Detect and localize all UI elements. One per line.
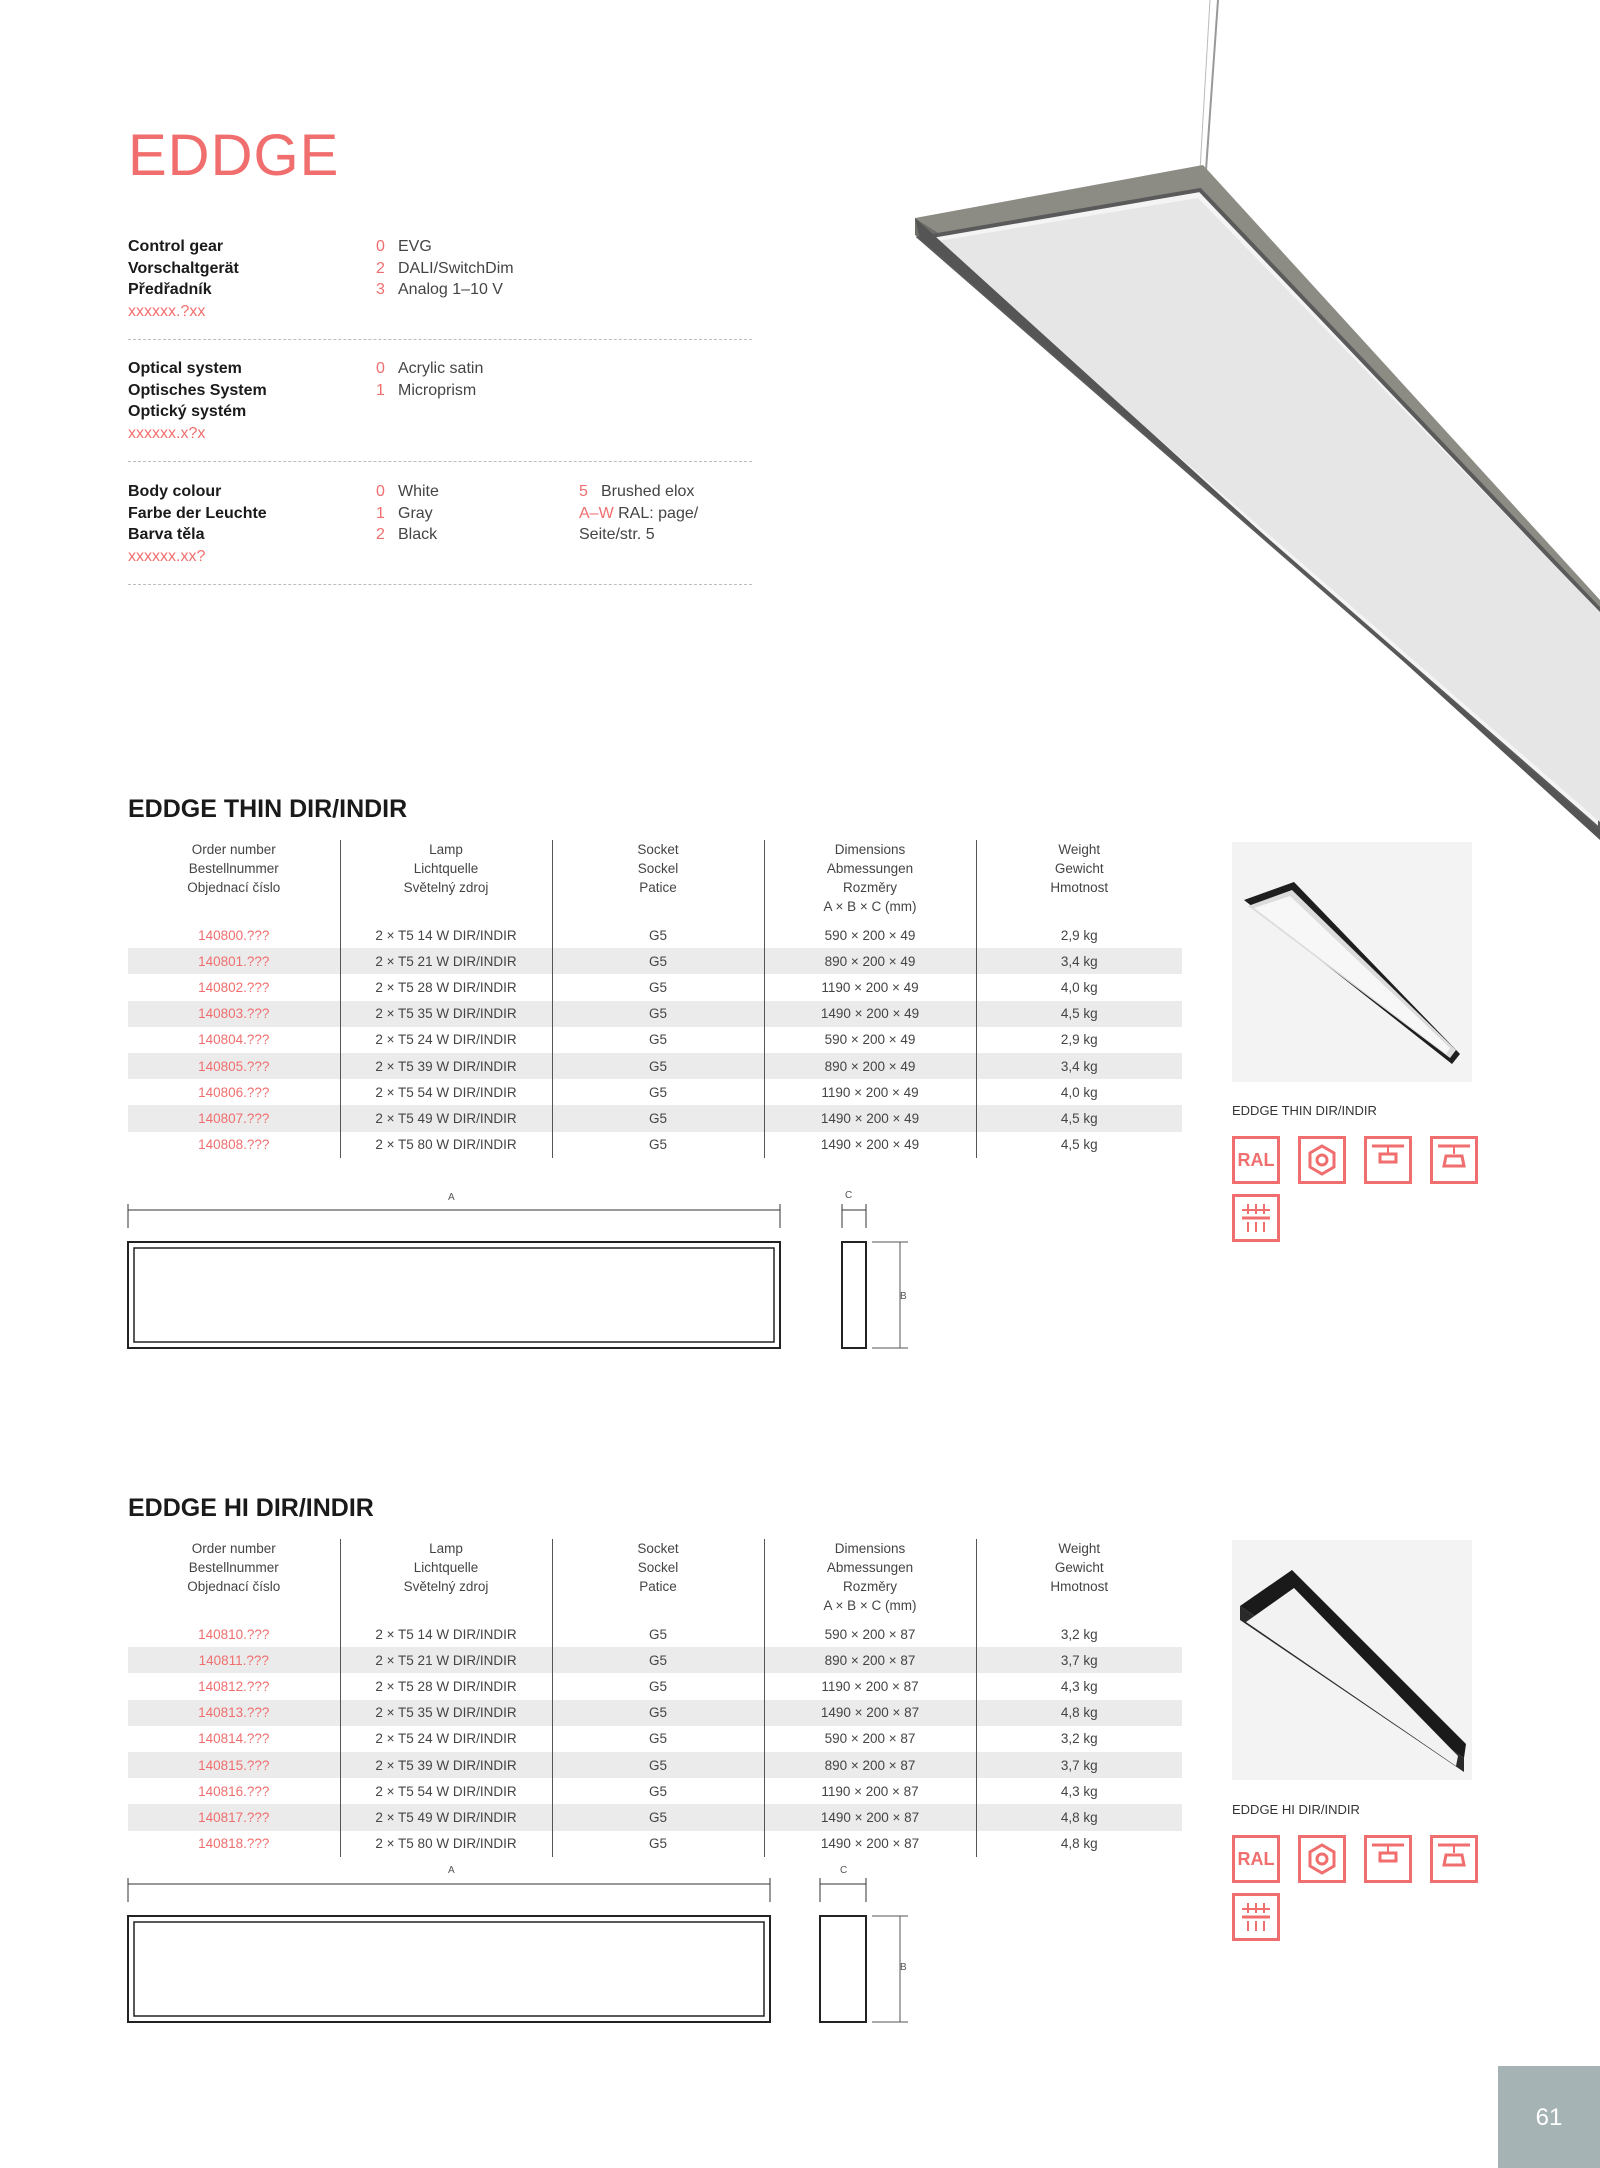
- option-control-gear: [128, 236, 752, 340]
- dimensions-cell: 1190 × 200 × 87: [764, 1673, 976, 1699]
- order-number-cell: 140802.???: [198, 979, 270, 995]
- lamp-cell: 2 × T5 35 W DIR/INDIR: [340, 1700, 552, 1726]
- product-table-hi: [128, 1539, 1182, 1857]
- dimensions-cell: 1490 × 200 × 49: [764, 1132, 976, 1158]
- dim-label-c: C: [845, 1190, 853, 1201]
- lamp-cell: 2 × T5 49 W DIR/INDIR: [340, 1105, 552, 1131]
- table-row: [128, 1726, 1182, 1752]
- col-dimensions: Dimensions Abmessungen Rozměry A × B × C (mm): [764, 1539, 976, 1621]
- dimensions-cell: 890 × 200 × 49: [764, 948, 976, 974]
- weight-cell: 4,8 kg: [976, 1700, 1182, 1726]
- socket-cell: G5: [552, 922, 764, 948]
- table-row: [128, 1673, 1182, 1699]
- option-value: 1 Microprism: [376, 381, 477, 399]
- socket-cell: G5: [552, 1132, 764, 1158]
- order-number-cell: 140817.???: [128, 1804, 340, 1830]
- ral-icon: RAL: [1232, 1136, 1280, 1184]
- table-row: [128, 1647, 1182, 1673]
- dimensions-cell: 590 × 200 × 87: [764, 1621, 976, 1647]
- dimensions-cell: 1190 × 200 × 49: [764, 974, 976, 1000]
- socket-cell: G5: [552, 1105, 764, 1131]
- dimensions-cell: 890 × 200 × 87: [764, 1647, 976, 1673]
- weight-cell: 4,5 kg: [976, 1001, 1182, 1027]
- weight-cell: 3,7 kg: [976, 1752, 1182, 1778]
- table-row: [128, 1079, 1182, 1105]
- order-number-cell: 140810.???: [198, 1626, 270, 1642]
- weight-cell: 4,0 kg: [976, 1079, 1182, 1105]
- dimensions-cell: 890 × 200 × 49: [764, 1053, 976, 1079]
- dimensions-cell: 590 × 200 × 49: [764, 922, 976, 948]
- order-number-cell: 140800.???: [198, 927, 270, 943]
- dimension-drawing-hi: [124, 1870, 924, 2030]
- weight-cell: 3,7 kg: [976, 1647, 1182, 1673]
- ral-icon: RAL: [1232, 1835, 1280, 1883]
- section-title-thin: EDDGE THIN DIR/INDIR: [128, 795, 408, 823]
- option-label: Body colour: [128, 483, 222, 500]
- lamp-cell: 2 × T5 24 W DIR/INDIR: [340, 1027, 552, 1053]
- col-socket: Socket Sockel Patice: [552, 1539, 764, 1621]
- option-label: Optický systém: [128, 403, 247, 420]
- option-label: Vorschaltgerät: [128, 259, 239, 277]
- table-row: [128, 1105, 1182, 1131]
- weight-cell: 3,4 kg: [976, 948, 1182, 974]
- option-code: xxxxxx.xx?: [128, 547, 206, 565]
- pendant-direct-icon: [1364, 1835, 1412, 1883]
- option-code: xxxxxx.?xx: [128, 302, 206, 320]
- thumbnail-caption: EDDGE THIN DIR/INDIR: [1232, 1103, 1377, 1118]
- socket-cell: G5: [552, 1778, 764, 1804]
- order-number-cell: 140813.???: [128, 1700, 340, 1726]
- socket-cell: G5: [552, 1752, 764, 1778]
- nut-icon: [1298, 1136, 1346, 1184]
- lamp-cell: 2 × T5 80 W DIR/INDIR: [340, 1132, 552, 1158]
- col-lamp: Lamp Lichtquelle Světelný zdroj: [340, 1539, 552, 1621]
- weight-cell: 4,5 kg: [976, 1105, 1182, 1131]
- dimensions-cell: 1490 × 200 × 49: [764, 1105, 976, 1131]
- dim-label-b: B: [900, 1291, 907, 1302]
- lamp-cell: 2 × T5 54 W DIR/INDIR: [340, 1778, 552, 1804]
- nut-icon: [1298, 1835, 1346, 1883]
- dimensions-cell: 890 × 200 × 87: [764, 1752, 976, 1778]
- dim-label-a: A: [448, 1192, 455, 1203]
- option-label: Optical system: [128, 360, 242, 377]
- dimension-drawing-thin: [124, 1188, 924, 1358]
- dimensions-cell: 1190 × 200 × 87: [764, 1778, 976, 1804]
- option-optical-system: [128, 358, 752, 462]
- option-value: 0 EVG: [376, 238, 432, 255]
- weight-cell: 3,4 kg: [976, 1053, 1182, 1079]
- dimensions-cell: 590 × 200 × 87: [764, 1726, 976, 1752]
- socket-cell: G5: [552, 1726, 764, 1752]
- lamp-cell: 2 × T5 39 W DIR/INDIR: [340, 1752, 552, 1778]
- lamp-cell: 2 × T5 14 W DIR/INDIR: [340, 1621, 552, 1647]
- socket-cell: G5: [552, 1027, 764, 1053]
- weight-cell: 2,9 kg: [976, 1027, 1182, 1053]
- col-socket: Socket Sockel Patice: [552, 840, 764, 922]
- dimensions-cell: 1190 × 200 × 49: [764, 1079, 976, 1105]
- table-row: [128, 1001, 1182, 1027]
- luminaire-hero-image: [880, 0, 1600, 860]
- lamp-cell: 2 × T5 39 W DIR/INDIR: [340, 1053, 552, 1079]
- order-number-cell: 140811.???: [128, 1647, 340, 1673]
- product-family-title: EDDGE: [128, 123, 340, 188]
- table-row: [128, 1804, 1182, 1830]
- table-row: [128, 1132, 1182, 1158]
- weight-cell: 4,5 kg: [976, 1132, 1182, 1158]
- product-thumbnail-hi: [1232, 1540, 1472, 1780]
- weight-cell: 4,8 kg: [976, 1804, 1182, 1830]
- order-number-cell: 140812.???: [198, 1678, 270, 1694]
- option-value: 2 DALI/SwitchDim: [376, 259, 514, 277]
- col-lamp: Lamp Lichtquelle Světelný zdroj: [340, 840, 552, 922]
- table-row: [128, 1831, 1182, 1857]
- lamp-cell: 2 × T5 24 W DIR/INDIR: [340, 1726, 552, 1752]
- col-weight: Weight Gewicht Hmotnost: [976, 1539, 1182, 1621]
- dim-label-a: A: [448, 1865, 455, 1876]
- dimensions-cell: 1490 × 200 × 87: [764, 1700, 976, 1726]
- ballast-icon: [1232, 1893, 1280, 1941]
- dimensions-cell: 1490 × 200 × 87: [764, 1831, 976, 1857]
- lamp-cell: 2 × T5 35 W DIR/INDIR: [340, 1001, 552, 1027]
- option-value: 2 Black: [376, 526, 438, 543]
- table-header-row: [128, 1539, 1182, 1621]
- option-label: Control gear: [128, 238, 224, 255]
- col-dimensions: Dimensions Abmessungen Rozměry A × B × C (mm): [764, 840, 976, 922]
- table-row: [128, 1700, 1182, 1726]
- dimensions-cell: 1490 × 200 × 49: [764, 1001, 976, 1027]
- order-number-cell: 140807.???: [128, 1105, 340, 1131]
- option-value: 5 Brushed elox: [579, 483, 695, 500]
- option-label: Barva těla: [128, 526, 205, 543]
- lamp-cell: 2 × T5 14 W DIR/INDIR: [340, 922, 552, 948]
- weight-cell: 4,3 kg: [976, 1673, 1182, 1699]
- col-order-number: Order number Bestellnummer Objednací číslo: [187, 842, 281, 895]
- pendant-indirect-icon: [1430, 1835, 1478, 1883]
- product-table-thin: [128, 840, 1182, 1158]
- option-body-colour: [128, 481, 752, 585]
- socket-cell: G5: [552, 974, 764, 1000]
- product-thumbnail-thin: [1232, 842, 1472, 1082]
- weight-cell: 3,2 kg: [976, 1621, 1182, 1647]
- dimensions-cell: 590 × 200 × 49: [764, 1027, 976, 1053]
- table-row: [128, 1778, 1182, 1804]
- col-weight: Weight Gewicht Hmotnost: [976, 840, 1182, 922]
- dim-label-c: C: [840, 1865, 848, 1876]
- socket-cell: G5: [552, 948, 764, 974]
- option-value: 1 Gray: [376, 504, 433, 522]
- socket-cell: G5: [552, 1001, 764, 1027]
- section-title-hi: EDDGE HI DIR/INDIR: [128, 1494, 374, 1522]
- socket-cell: G5: [552, 1621, 764, 1647]
- weight-cell: 4,8 kg: [976, 1831, 1182, 1857]
- socket-cell: G5: [552, 1647, 764, 1673]
- lamp-cell: 2 × T5 21 W DIR/INDIR: [340, 1647, 552, 1673]
- socket-cell: G5: [552, 1673, 764, 1699]
- thumbnail-caption: EDDGE HI DIR/INDIR: [1232, 1802, 1360, 1817]
- option-label: Předřadník: [128, 281, 212, 298]
- socket-cell: G5: [552, 1831, 764, 1857]
- option-label: Farbe der Leuchte: [128, 504, 267, 522]
- order-number-cell: 140804.???: [198, 1032, 270, 1048]
- weight-cell: 4,0 kg: [976, 974, 1182, 1000]
- pendant-indirect-icon: [1430, 1136, 1478, 1184]
- table-row: [128, 1621, 1182, 1647]
- socket-cell: G5: [552, 1804, 764, 1830]
- option-value: 0 Acrylic satin: [376, 360, 484, 377]
- col-order-number: Order number Bestellnummer Objednací číslo: [187, 1541, 281, 1594]
- table-row: [128, 1752, 1182, 1778]
- weight-cell: 3,2 kg: [976, 1726, 1182, 1752]
- page-number: 61: [1535, 2104, 1563, 2131]
- weight-cell: 2,9 kg: [976, 922, 1182, 948]
- order-number-cell: 140801.???: [128, 948, 340, 974]
- table-row: [128, 948, 1182, 974]
- dimensions-cell: 1490 × 200 × 87: [764, 1804, 976, 1830]
- option-value: 0 White: [376, 483, 439, 500]
- order-number-cell: 140803.???: [128, 1001, 340, 1027]
- lamp-cell: 2 × T5 21 W DIR/INDIR: [340, 948, 552, 974]
- table-row: [128, 1053, 1182, 1079]
- option-label: Optisches System: [128, 381, 267, 399]
- dim-label-b: B: [900, 1962, 907, 1973]
- option-value: Seite/str. 5: [579, 526, 655, 543]
- order-number-cell: 140818.???: [198, 1836, 270, 1852]
- order-number-cell: 140806.???: [198, 1084, 270, 1100]
- ballast-icon: [1232, 1194, 1280, 1242]
- table-row: [128, 1027, 1182, 1053]
- table-row: [128, 922, 1182, 948]
- lamp-cell: 2 × T5 28 W DIR/INDIR: [340, 1673, 552, 1699]
- option-code: xxxxxx.x?x: [128, 424, 206, 442]
- weight-cell: 4,3 kg: [976, 1778, 1182, 1804]
- socket-cell: G5: [552, 1700, 764, 1726]
- pendant-direct-icon: [1364, 1136, 1412, 1184]
- table-row: [128, 974, 1182, 1000]
- order-number-cell: 140814.???: [198, 1731, 270, 1747]
- order-number-cell: 140808.???: [198, 1137, 270, 1153]
- table-header-row: [128, 840, 1182, 922]
- lamp-cell: 2 × T5 54 W DIR/INDIR: [340, 1079, 552, 1105]
- order-number-cell: 140805.???: [128, 1053, 340, 1079]
- option-value: 3 Analog 1–10 V: [376, 281, 503, 298]
- order-number-cell: 140816.???: [198, 1783, 270, 1799]
- page-number-box: [1498, 2066, 1600, 2168]
- lamp-cell: 2 × T5 80 W DIR/INDIR: [340, 1831, 552, 1857]
- lamp-cell: 2 × T5 49 W DIR/INDIR: [340, 1804, 552, 1830]
- socket-cell: G5: [552, 1053, 764, 1079]
- lamp-cell: 2 × T5 28 W DIR/INDIR: [340, 974, 552, 1000]
- socket-cell: G5: [552, 1079, 764, 1105]
- option-value: A–W RAL: page/: [579, 504, 699, 522]
- order-number-cell: 140815.???: [128, 1752, 340, 1778]
